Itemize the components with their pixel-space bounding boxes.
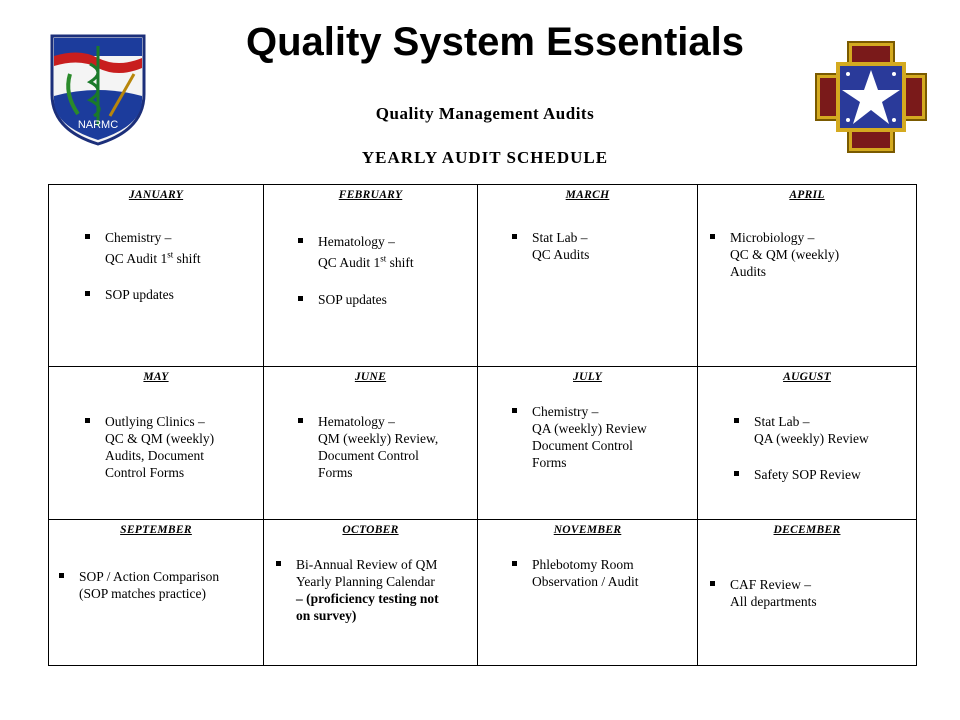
month-heading: JANUARY xyxy=(128,189,184,201)
list-item: SOP updates xyxy=(105,286,263,303)
month-cell-december xyxy=(698,519,917,665)
audit-schedule-table xyxy=(48,184,917,666)
month-cell-june xyxy=(264,367,478,519)
month-heading: SEPTEMBER xyxy=(120,523,192,536)
month-heading: FEBRUARY xyxy=(338,189,403,201)
list-item: CAF Review – All departments xyxy=(730,576,916,610)
list-item: Hematology – QC Audit 1st shift xyxy=(318,233,477,271)
month-heading: MAY xyxy=(143,371,169,384)
star-cross-emblem-icon xyxy=(812,38,930,156)
month-heading: MARCH xyxy=(565,189,610,201)
caduceus-shield-icon xyxy=(50,34,146,146)
list-item: Phlebotomy Room Observation / Audit xyxy=(532,556,697,590)
list-item: Stat Lab – QA (weekly) Review xyxy=(754,413,916,447)
month-cell-march xyxy=(478,185,698,367)
schedule-title: YEARLY AUDIT SCHEDULE xyxy=(361,148,609,167)
list-item: Outlying Clinics – QC & QM (weekly) Audits, Document Control Forms xyxy=(105,413,263,481)
list-item: Chemistry – QC Audit 1st shift xyxy=(105,229,263,267)
page-title: Quality System Essentials xyxy=(245,20,744,64)
list-item: Chemistry – QA (weekly) Review Document Control Forms xyxy=(532,403,697,471)
list-item: Hematology – QM (weekly) Review, Document Control Forms xyxy=(318,413,477,481)
month-cell-september xyxy=(49,519,264,665)
month-cell-november xyxy=(478,519,698,665)
list-item: Bi-Annual Review of QM Yearly Planning Calendar – (proficiency testing not on survey) xyxy=(296,556,477,624)
month-cell-july xyxy=(478,367,698,519)
list-item: Safety SOP Review xyxy=(754,466,916,483)
month-cell-august xyxy=(698,367,917,519)
svg-text:NARMC: NARMC xyxy=(77,119,119,131)
month-cell-october xyxy=(264,519,478,665)
month-heading: JULY xyxy=(573,371,602,384)
month-heading: OCTOBER xyxy=(342,523,399,536)
month-heading: NOVEMBER xyxy=(553,523,622,536)
month-heading: JUNE xyxy=(354,371,387,384)
month-heading: AUGUST xyxy=(783,371,831,384)
month-heading: APRIL xyxy=(789,189,825,201)
list-item: SOP / Action Comparison (SOP matches practice) xyxy=(79,568,263,602)
month-cell-february xyxy=(264,185,478,367)
month-cell-may xyxy=(49,367,264,519)
month-heading: DECEMBER xyxy=(773,523,841,536)
list-item: Microbiology – QC & QM (weekly) Audits xyxy=(730,229,916,280)
month-cell-january xyxy=(49,185,264,367)
section-subtitle: Quality Management Audits xyxy=(375,104,595,123)
month-cell-april xyxy=(698,185,917,367)
list-item: Stat Lab – QC Audits xyxy=(532,229,697,263)
list-item: SOP updates xyxy=(318,291,477,308)
